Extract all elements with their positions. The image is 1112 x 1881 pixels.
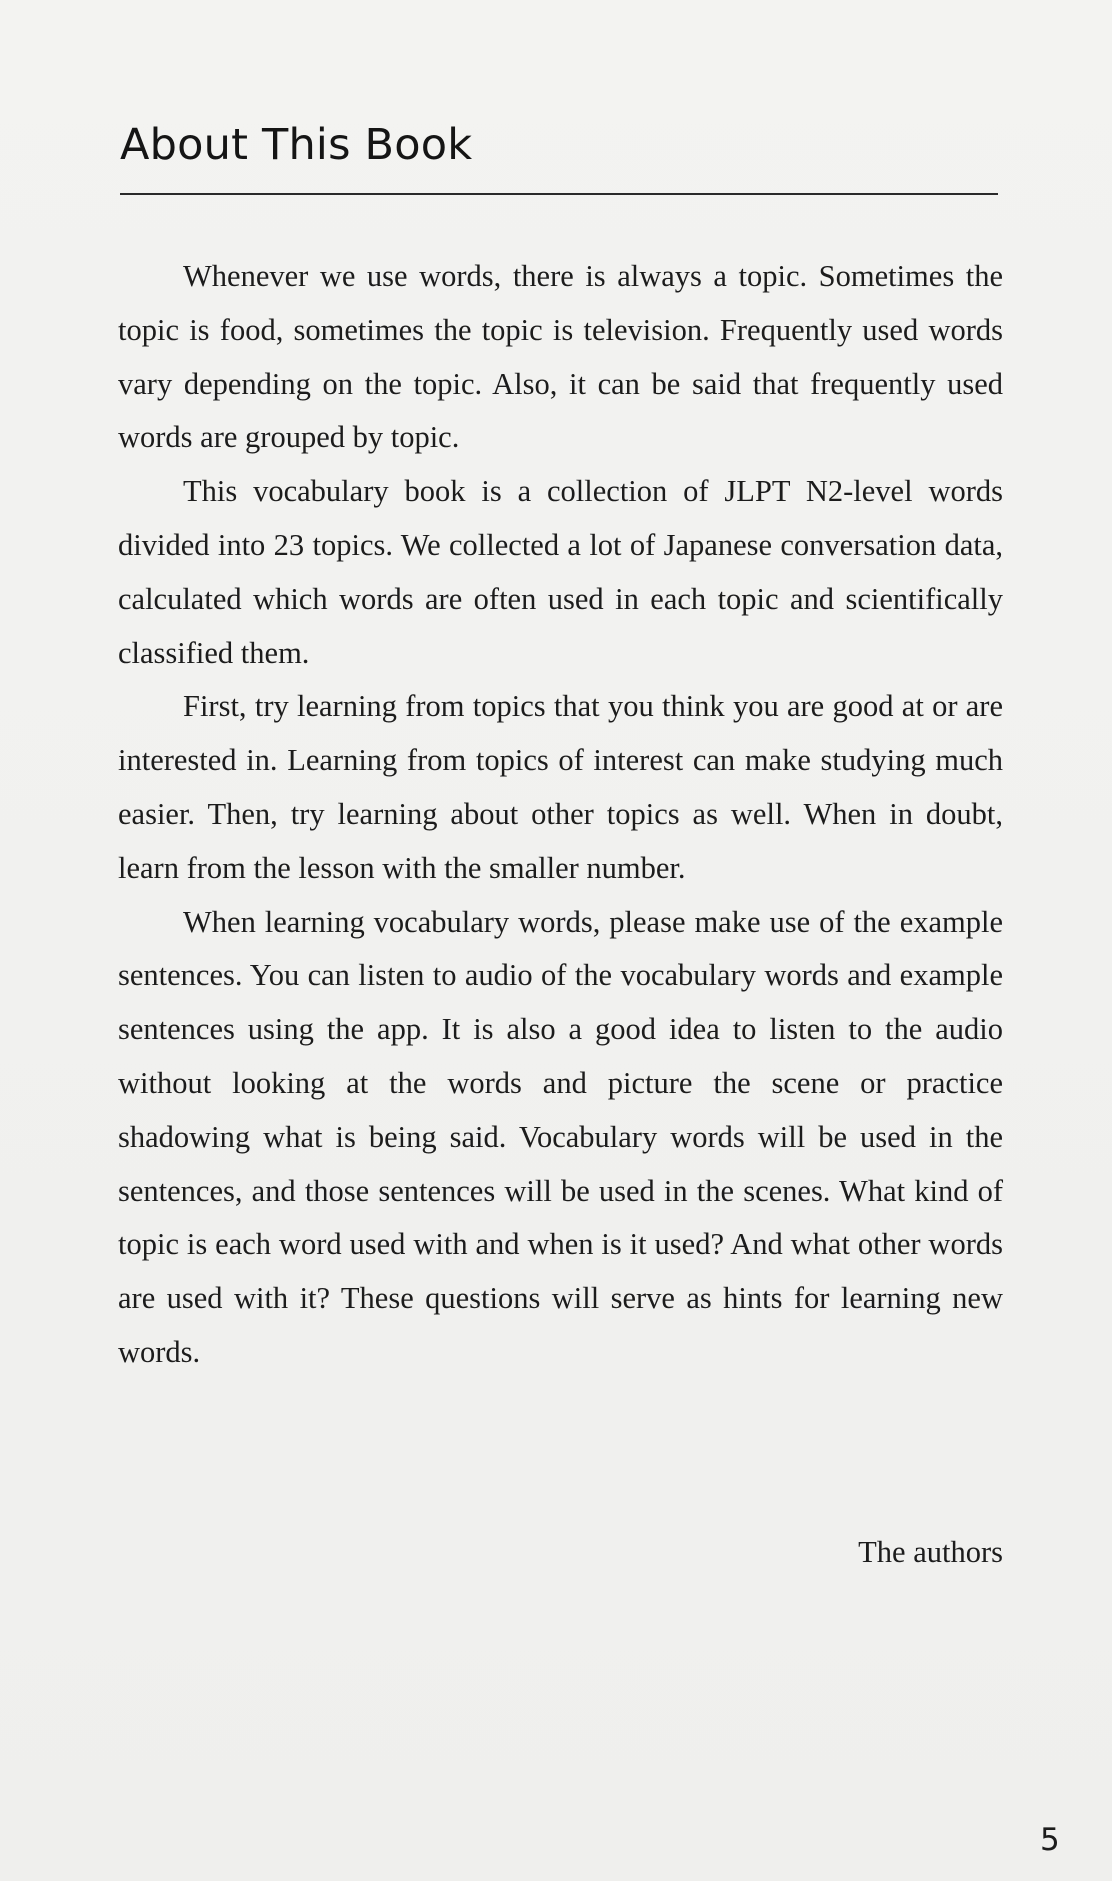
paragraph-3: First, try learning from topics that you think you are good at or are interested in. Learning from topics of interest can make studying much easier. Then, try learning about other topics as well. When in doubt, learn from the lesson with the smaller number. — [118, 689, 1003, 885]
paragraph-4: When learning vocabulary words, please make use of the example sentences. You can listen to audio of the vocabulary words and example sentences using the app. It is also a good idea to listen to the audio without looking at the words and picture the scene or practice shadowing what is being said. Vocabulary words will be used in the sentences, and those sentences will be used in the scenes. What kind of topic is each word used with and when is it used? And what other words are used with it? These questions will serve as hints for learning new words. — [118, 904, 1003, 1369]
title-underline — [120, 193, 998, 195]
page-number: 5 — [1040, 1822, 1060, 1858]
signature: The authors — [858, 1535, 1003, 1569]
paragraph-2: This vocabulary book is a collection of JLPT N2-level words divided into 23 topics. We collected a lot of Japanese conversation data, calculated which words are often used in each topic and scientifically classified them. — [118, 474, 1003, 670]
body-text — [118, 250, 1003, 1380]
paragraph-1: Whenever we use words, there is always a topic. Sometimes the topic is food, sometimes the topic is television. Frequently used words vary depending on the topic. Also, it can be said that frequently used words are grouped by topic. — [118, 259, 1003, 455]
page-title: About This Book — [120, 120, 473, 170]
